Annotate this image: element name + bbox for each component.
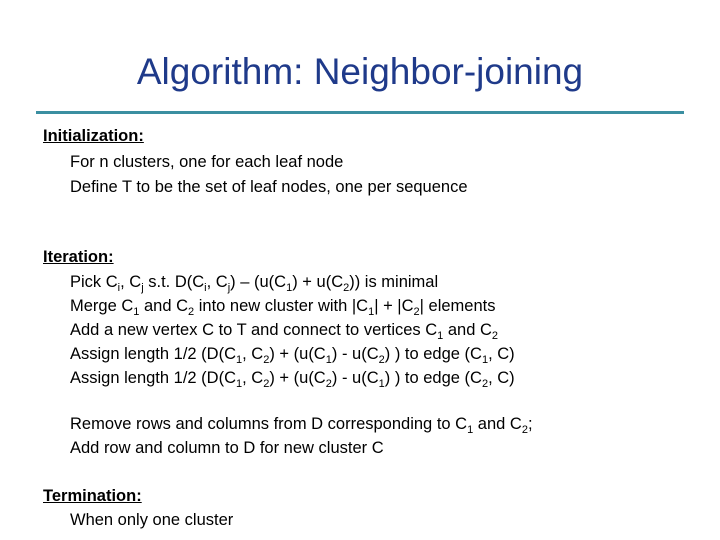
termination-line-1: When only one cluster	[70, 511, 234, 529]
iteration-assign-line-1: Assign length 1/2 ($D(C_1$, $C_2) + (u(C_1) - u(C_2)$ ) to edge ($C_1$, C)	[70, 345, 515, 366]
iteration-assign-line-2: Assign length 1/2 ($D(C_1$, $C_2) + (u(C_2) - u(C_1)$ ) to edge ($C_2$, C)	[70, 369, 515, 390]
iteration-add-vertex-line: Add a new vertex C to T and connect to vertices $C_1$ and $C_2$	[70, 321, 499, 342]
iteration-pick-line: Pick $C_i$, $C_j$ s.t. $D(C_i$, $C_j) - (u(C_1) + u(C_2))$ is minimal	[70, 273, 439, 294]
initialization-line-2: Define T to be the set of leaf nodes, one per sequence	[70, 178, 468, 196]
termination-heading: Termination:	[43, 487, 142, 505]
iteration-add-row-line: Add row and column to D for new cluster C	[70, 439, 384, 457]
iteration-heading: Iteration:	[43, 248, 114, 266]
title-divider	[36, 111, 684, 114]
iteration-remove-line: Remove rows and columns from D corresponding to $C_1$ and $C_2$;	[70, 415, 533, 436]
initialization-line-1: For n clusters, one for each leaf node	[70, 153, 344, 171]
slide-title: Algorithm: Neighbor-joining	[136, 51, 584, 92]
iteration-merge-line: Merge $C_1$ and $C_2$ into new cluster with $|C_1| + |C_2|$ elements	[70, 297, 496, 318]
initialization-heading: Initialization:	[43, 127, 144, 145]
